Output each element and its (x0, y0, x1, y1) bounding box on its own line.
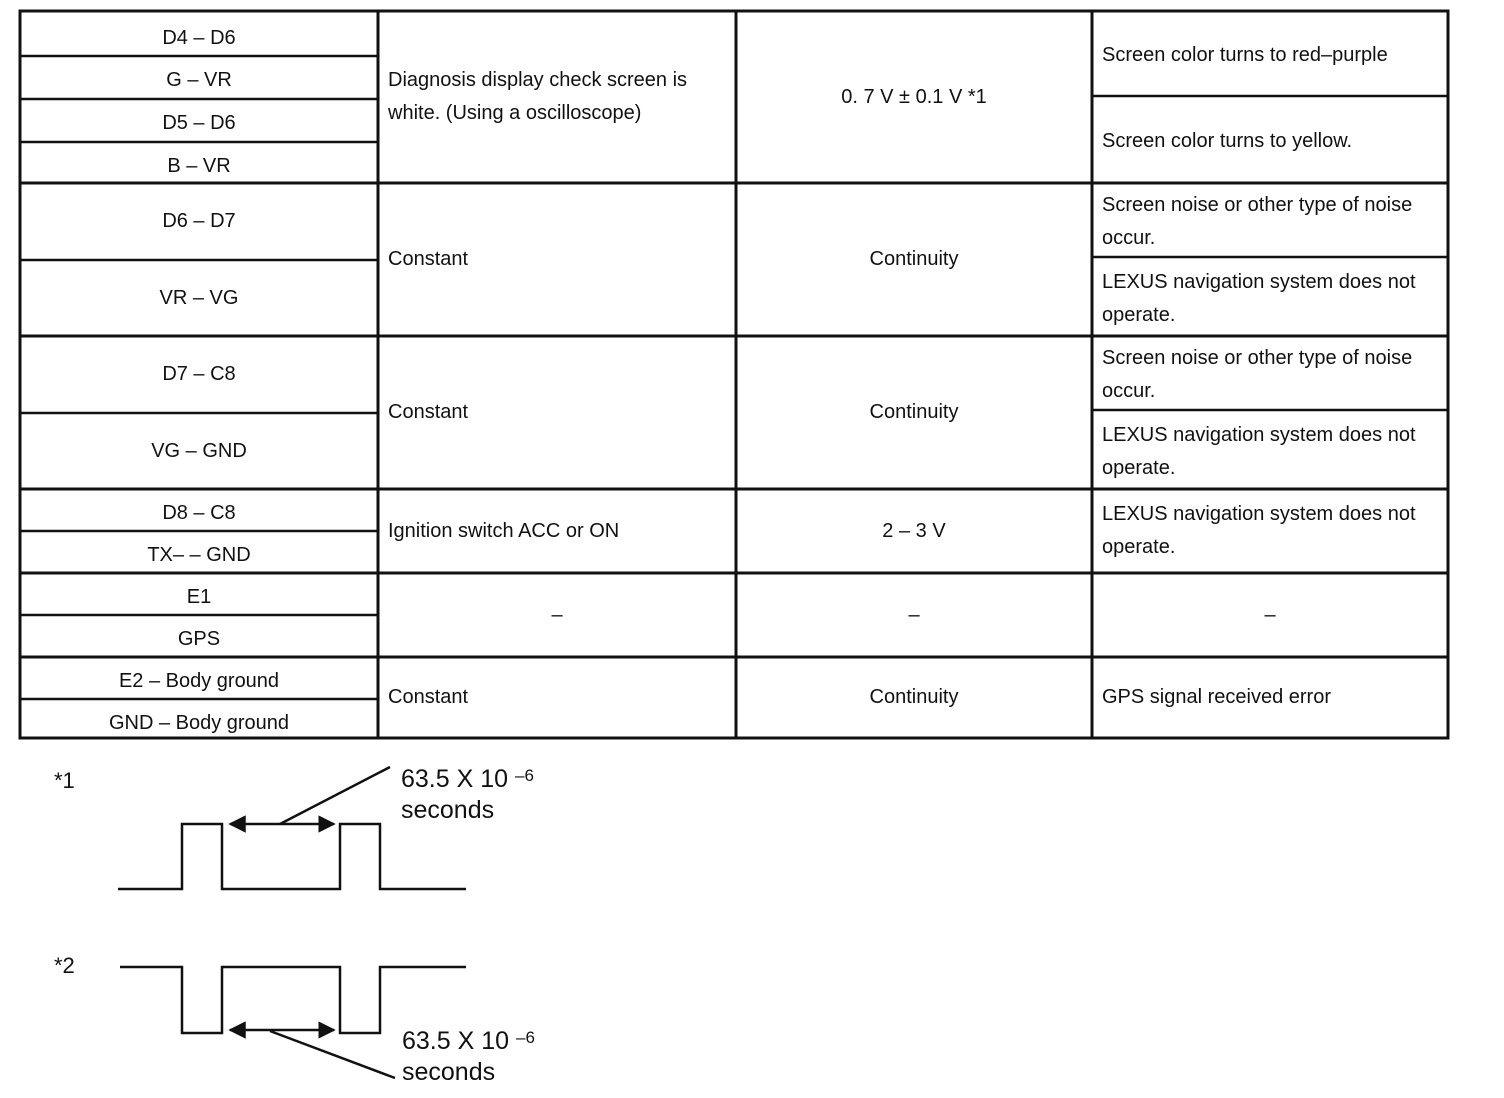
note2-exponent: –6 (515, 1028, 535, 1047)
condition-cell: Constant (388, 686, 469, 708)
condition-cell: Constant (388, 248, 469, 270)
symptom-cell: LEXUS navigation system does not operate. (1102, 270, 1416, 326)
terminal-cell: D6 – D7 (162, 210, 236, 232)
specified-cell: 0. 7 V ± 0.1 V *1 (841, 85, 987, 108)
note2-value: 63.5 X 10 (402, 1027, 510, 1055)
terminal-cell: B – VR (167, 154, 231, 177)
symptom-cell: Screen noise or other type of noise occur. (1102, 347, 1413, 402)
specified-cell: Continuity (869, 686, 959, 708)
condition-cell: – (551, 603, 563, 626)
condition-cell: Ignition switch ACC or ON (388, 519, 620, 542)
note1-exponent: –6 (514, 766, 534, 785)
specified-cell: 2 – 3 V (882, 519, 946, 542)
specified-cell: Continuity (869, 401, 959, 423)
terminal-cell: GND – Body ground (108, 711, 290, 734)
symptom-cell: LEXUS navigation system does not operate. (1102, 503, 1416, 558)
note2-label: *2 (54, 953, 75, 978)
terminal-cell: E1 (186, 585, 212, 608)
terminal-cell: VR – VG (159, 286, 239, 309)
condition-cell: Diagnosis display check screen is white. (Using a oscilloscope) (388, 69, 688, 124)
note1-value: 63.5 X 10 (401, 765, 509, 793)
terminal-cell: VG – GND (151, 439, 247, 462)
terminal-cell: D8 – C8 (162, 501, 236, 524)
terminal-cell: D7 – C8 (162, 363, 236, 385)
symptom-cell: GPS signal received error (1102, 686, 1331, 708)
terminal-cell: GPS (177, 627, 221, 650)
specified-cell: – (908, 603, 920, 626)
note1-unit: seconds (401, 796, 495, 824)
specified-cell: Continuity (869, 248, 959, 270)
note1-label: *1 (54, 768, 75, 793)
terminal-cell: D5 – D6 (162, 111, 236, 134)
symptom-cell: – (1264, 603, 1276, 626)
terminal-cell: TX– – GND (147, 543, 251, 566)
condition-cell: Constant (388, 401, 469, 423)
note2-unit: seconds (402, 1058, 496, 1086)
waveform-note2 (0, 0, 600, 1098)
terminal-cell: G – VR (166, 68, 232, 91)
symptom-cell: Screen color turns to red–purple (1102, 43, 1388, 66)
symptom-cell: Screen noise or other type of noise occur. (1102, 194, 1413, 249)
terminal-cell: E2 – Body ground (118, 669, 280, 692)
symptom-cell: Screen color turns to yellow. (1102, 129, 1353, 152)
terminal-cell: D4 – D6 (162, 26, 236, 49)
symptom-cell: LEXUS navigation system does not operate. (1102, 423, 1416, 479)
